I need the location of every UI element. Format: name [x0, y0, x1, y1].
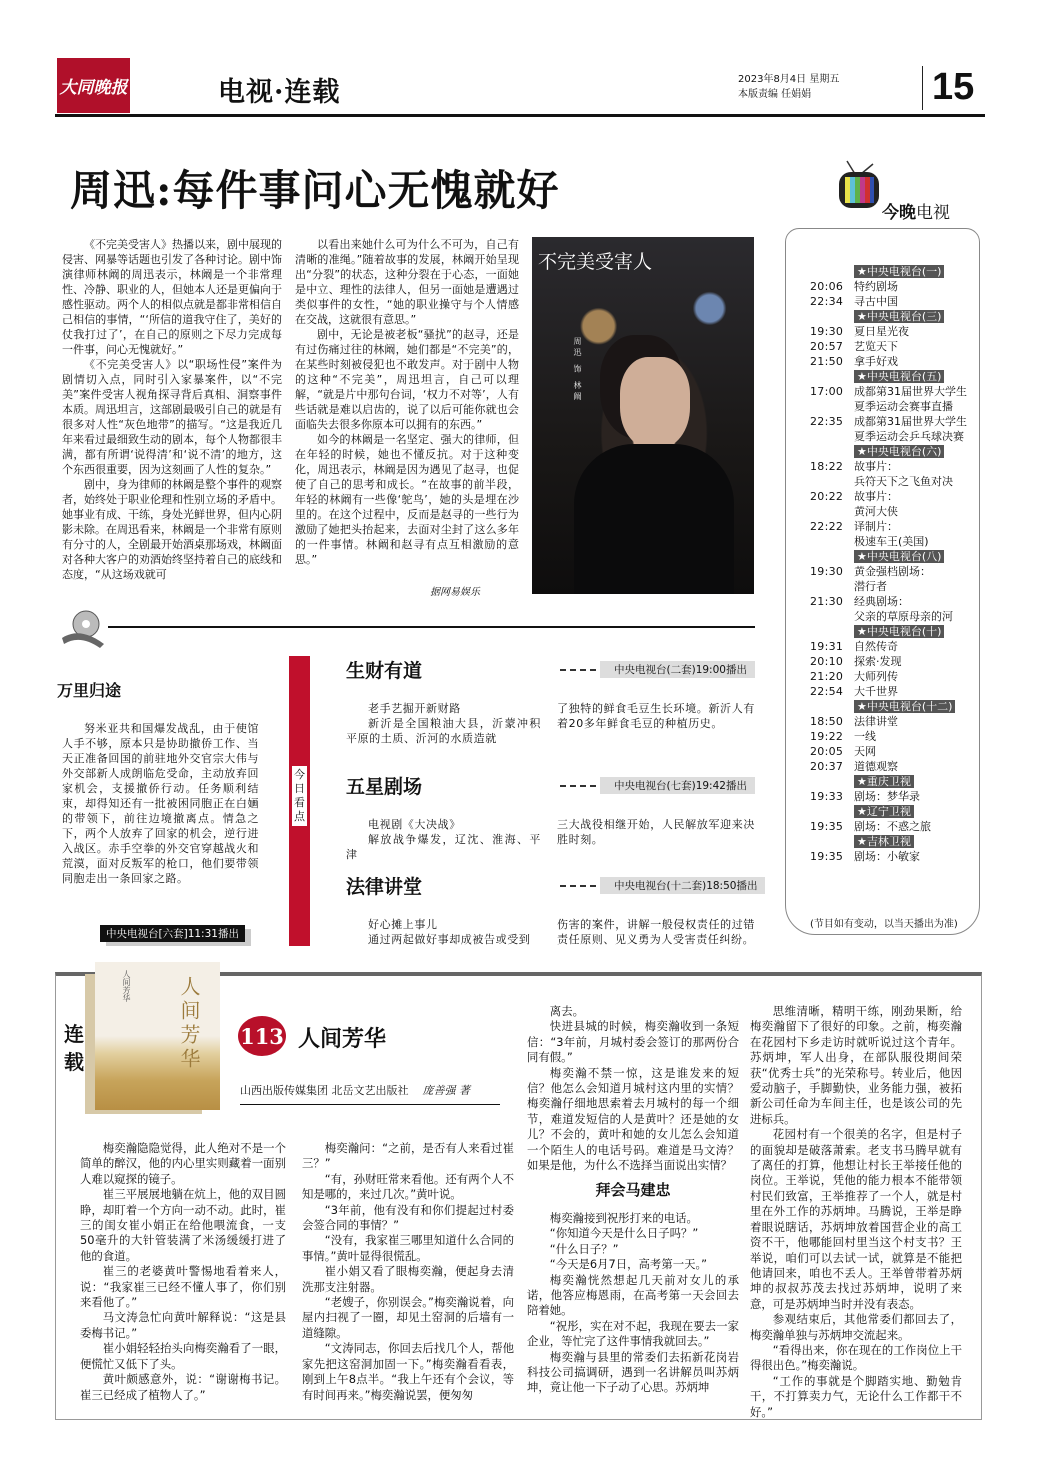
paragraph: “祝彤，实在对不起，我现在要去一家企业，等忙完了这件事情我就回去。” — [527, 1318, 739, 1349]
page-number: 15 — [932, 66, 975, 108]
dash-decoration — [560, 785, 596, 787]
program-title: 剧场：梦华录 — [854, 790, 920, 803]
program-row — [810, 414, 975, 444]
program-row — [810, 594, 975, 624]
channel-header: ★中央电视台(五) — [854, 370, 944, 383]
actress-body — [574, 444, 734, 594]
airtime-strip — [560, 777, 755, 794]
drama-poster-photo — [532, 237, 754, 594]
channel-header: ★中央电视台(十二) — [854, 700, 955, 713]
serial-column-3 — [527, 1004, 739, 1396]
paragraph: 花园村有一个很美的名字，但是村子的面貌却是破落萧索。老支书马腾早就有了离任的打算，他想让村长王举接任他的岗位。王举说，凭他的能力根本不能带领村民们致富，王举推荐了一个人，就是村里在外工作的苏炳坤。马腾说，王举是睁着眼说瞎话，苏炳坤放着国营企业的高工资不干，他哪能回村里当这个村支书？王举说，咱们可以去试一试，就算是不能把他请回来，咱也不丢人。王举曾带着苏炳坤的叔叔苏茂去找过苏炳坤，说明了来意，可是苏炳坤当时并没有表态。 — [750, 1127, 962, 1311]
publisher-line — [240, 1082, 500, 1105]
paragraph: 参观结束后，其他常委们都回去了，梅奕瀚单独与苏炳坤交流起来。 — [750, 1312, 962, 1342]
program-time: 22:22 — [810, 520, 844, 533]
program-row — [810, 564, 975, 594]
program-desc: 解放战争爆发，辽沈、淮海、平津 — [346, 833, 541, 861]
tonight-title-rest: 电视 — [916, 203, 950, 223]
program-title: 自然传奇 — [854, 640, 898, 653]
today-highlights-bar — [289, 656, 310, 946]
listing-note: (节目如有变动，以当天播出为准) — [810, 919, 958, 930]
program-time: 19:30 — [810, 565, 844, 578]
program-subtitle: 好心摊上事儿 — [368, 918, 438, 931]
airtime: 中央电视台(二套)19:00播出 — [600, 661, 755, 678]
movie-airtime-badge: 中央电视台[六套]11:31播出 — [100, 925, 245, 942]
channel-header: ★辽宁卫视 — [854, 805, 914, 818]
paragraph: “今天是6月7日，高考第一天。” — [549, 1257, 708, 1272]
paragraph: 梅奕瀚接到祝彤打来的电话。 — [549, 1210, 698, 1225]
section-divider — [108, 626, 755, 628]
program-time: 21:30 — [810, 595, 844, 608]
paragraph: “有，孙财旺常来看他。还有两个人不知是哪的，来过几次。”黄叶说。 — [302, 1171, 514, 1202]
date: 2023年8月4日 星期五 — [738, 74, 840, 85]
dateline — [738, 72, 839, 102]
program-time: 17:00 — [810, 385, 844, 398]
program-time: 21:20 — [810, 670, 844, 683]
airtime-strip — [560, 661, 755, 678]
program-row — [810, 459, 975, 489]
program-time: 20:06 — [810, 280, 844, 293]
program-row — [810, 669, 975, 684]
program-row — [810, 744, 975, 759]
author: 庞善强 著 — [422, 1084, 470, 1097]
program-row — [810, 849, 975, 864]
paragraph: 梅奕瀚不禁一惊，这是谁发来的短信？他怎么会知道月城村这内里的实情？梅奕瀚仔细地思索着去月城村的每一个细节，难道发短信的人是黄叶？还是她的女儿？不会的，黄叶和她的女儿怎么会知道一个陌生人的电话号码。难道是马文涛？如果是他，为什么不选择当面说出实情？ — [527, 1065, 739, 1173]
program-title: 生财有道 — [346, 660, 423, 682]
program-title: 特约剧场 — [854, 280, 898, 293]
program-row — [810, 279, 975, 294]
publisher: 山西出版传媒集团 北岳文艺出版社 — [240, 1084, 409, 1097]
paragraph: “工作的事就是个脚踏实地、勤勉肯干，不打算卖力气，无论什么工作都干不好。” — [750, 1373, 962, 1419]
program-title: 夏日星光夜 — [854, 325, 909, 338]
channel-header: ★中央电视台(六) — [854, 445, 944, 458]
program-time: 19:35 — [810, 850, 844, 863]
program-title: 成都第31届世界大学生夏季运动会乒乓球决赛 — [854, 415, 967, 443]
program-row — [810, 819, 975, 834]
paragraph: 剧中，无论是被老板“骚扰”的赵寻，还是有过伤痛过往的林阚，她们都是“不完美”的，在某些时刻被侵犯也不敢发声。对于剧中人物的这种“不完美”，周迅坦言，自己可以理解，“就是片中那句台词，‘权力不对等’，人有些话就是难以启齿的，说了以后可能你就也会面临失去很多你原本可以拥有的东西。” — [295, 328, 519, 431]
program-title: 黄金强档剧场： 潜行者 — [854, 565, 931, 593]
program-row — [810, 714, 975, 729]
program-desc-left — [346, 817, 541, 862]
program-desc: 新沂是全国粮油大县，沂蒙冲积平原的土质、沂河的水质造就 — [346, 717, 541, 745]
program-time: 19:22 — [810, 730, 844, 743]
paragraph: “你知道今天是什么日子吗？” — [549, 1226, 699, 1241]
program-row — [810, 654, 975, 669]
program-time: 22:34 — [810, 295, 844, 308]
program-row — [810, 789, 975, 804]
paragraph: 离去。 — [549, 1004, 584, 1018]
paragraph: 以看出来她什么可为什么不可为，自己有清晰的准绳。”随着故事的发展，林阚开始呈现出“分裂”的状态，这种分裂在于心态，一面她是中立、理性的法律人，但另一面她是遭遇过类似事件的女性，“她的职业操守与个人情感在交战，这就很有意思。” — [295, 238, 519, 326]
program-time: 19:35 — [810, 820, 844, 833]
paragraph: 崔三平展展地躺在炕上，他的双目圆睁，却盯着一个方向一动不动。此时，崔三的闺女崔小娟正在给他喂流食，一支50毫升的大针管装满了米汤缓缓打进了他的食道。 — [80, 1187, 286, 1263]
program-time: 20:37 — [810, 760, 844, 773]
program-desc-right: 了独特的鲜食毛豆生长环境。新沂人有着20多年鲜食毛豆的种植历史。 — [557, 702, 755, 730]
program-title: 艺览天下 — [854, 340, 898, 353]
serial-title: 人间芳华 — [298, 1026, 387, 1052]
poster-caption: 周迅 饰 林阚 — [573, 337, 582, 404]
paragraph: 剧中，身为律师的林阚是整个事件的观察者，始终处于职业伦理和性别立场的矛盾中。她事业有成、干练，身处光鲜世界，但内心阴影未除。在周迅看来，林阚是一个非常有原则有分寸的人，全剧最开始酒桌那场戏，林阚面对各种大客户的劝酒始终坚持着自己的底线和态度，“从这场戏就可 — [62, 478, 282, 581]
program-title: 探索·发现 — [854, 655, 902, 668]
paragraph: 《不完美受害人》热播以来，剧中展现的侵害、网暴等话题也引发了各种讨论。剧中饰演律师林阚的周迅表示，林阚是一个非常理性、冷静、职业的人，但她本人还是更偏向于感性驱动。两个人的相似点就是都非常相信自己相信的事情，“‘所信的道我守住了，美好的仗我打过了’，在自己的原则之下尽力完成每一件事，问心无愧就好。” — [62, 238, 282, 356]
program-time: 20:10 — [810, 655, 844, 668]
actress-face — [620, 357, 690, 449]
paragraph: 梅奕瀚隐隐觉得，此人绝对不是一个简单的醉汉，他的内心里实则藏着一面别人难以窥探的镜子。 — [80, 1141, 286, 1186]
program-desc-right: 伤害的案件，讲解一般侵权责任的过错责任原则、见义勇为人受害责任纠纷。 — [557, 918, 755, 946]
program-title: 寻古中国 — [854, 295, 898, 308]
program-row — [810, 729, 975, 744]
program-time: 18:50 — [810, 715, 844, 728]
serial-column-1 — [80, 1141, 286, 1403]
tonight-title-bold: 今晚 — [882, 203, 916, 223]
film-reel-icon — [60, 608, 106, 648]
movie-synopsis-text: 努米亚共和国爆发战乱，由于使馆人手不够，原本只是协助撤侨工作、当天正准备回国的前驻地外交官宗大伟与外交部新人成朗临危受命，主动放弃回家机会，支援撤侨行动。任务顺利结束，却得知还有一批被困同胞正在白婳的带领下，前往边境撤离点。情急之下，两个人放弃了回家的机会，逆行进入战区。赤手空拳的外交官穿越战火和荒漠，面对反叛军的枪口，他们要带领同胞走出一条回家之路。 — [62, 722, 259, 885]
channel-header: ★中央电视台(三) — [854, 310, 944, 323]
book-spine-title: 人间芳华 — [122, 970, 131, 1002]
program-row — [810, 339, 975, 354]
program-time: 19:33 — [810, 790, 844, 803]
program-time: 20:57 — [810, 340, 844, 353]
program-desc-left — [346, 917, 541, 947]
program-time: 20:05 — [810, 745, 844, 758]
program-time: 18:22 — [810, 460, 844, 473]
serial-column-4 — [750, 1004, 962, 1420]
dash-decoration — [560, 885, 596, 887]
program-time: 19:30 — [810, 325, 844, 338]
program-row — [810, 759, 975, 774]
program-row — [810, 519, 975, 549]
channel-header: ★吉林卫视 — [854, 835, 914, 848]
article-source: 据网易娱乐 — [430, 587, 480, 598]
poster-title: 不完美受害人 — [538, 251, 653, 273]
paragraph: 马文涛急忙向黄叶解释说：“这是县委梅书记。” — [80, 1310, 286, 1340]
today-highlights-label: 今日看点 — [292, 766, 307, 826]
program-time: 20:22 — [810, 490, 844, 503]
program-time: 21:50 — [810, 355, 844, 368]
book-cover-title: 人间芳华 — [177, 976, 201, 1072]
serial-label: 连载 — [64, 1022, 84, 1074]
program-title: 剧场：不惑之旅 — [854, 820, 931, 833]
paragraph: 黄叶颇感意外，说：“谢谢梅书记。崔三已经成了植物人了。” — [80, 1372, 286, 1402]
book-cover-image — [95, 962, 220, 1110]
paragraph: “看得出来，你在现在的工作岗位上干得很出色。”梅奕瀚说。 — [750, 1342, 962, 1373]
program-title: 拿手好戏 — [854, 355, 898, 368]
channel-header: ★重庆卫视 — [854, 775, 914, 788]
program-title: 道德观察 — [854, 760, 898, 773]
paragraph: 快进县城的时候，梅奕瀚收到一条短信：“3年前，月城村委会签订的那两份合同有假。” — [527, 1019, 739, 1065]
program-subtitle: 老手艺掘开新财路 — [368, 702, 461, 715]
channel-header: ★中央电视台(十) — [854, 625, 944, 638]
program-title: 大师列传 — [854, 670, 898, 683]
movie-synopsis — [62, 721, 259, 886]
tv-icon — [835, 160, 883, 212]
program-time: 19:31 — [810, 640, 844, 653]
paragraph: 思维清晰，精明干练，刚劲果断，给梅奕瀚留下了很好的印象。之前，梅奕瀚在花园村下乡走访时就听说过这个青年。苏炳坤，军人出身，在部队服役期间荣获“优秀士兵”的光荣称号。转业后，他因爱动脑子，手脚勤快，业务能力强，被拓新公司任命为车间主任，也是该公司的先进标兵。 — [750, 1004, 962, 1126]
program-title: 五星剧场 — [346, 776, 423, 798]
program-row — [810, 639, 975, 654]
program-title: 法律讲堂 — [346, 876, 423, 898]
paragraph: 崔小娟又看了眼梅奕瀚，便起身去清洗那支注射器。 — [302, 1264, 514, 1294]
serial-column-3-bottom — [527, 1211, 739, 1396]
feature-headline: 周迅:每件事问心无愧就好 — [70, 166, 560, 215]
program-title: 经典剧场： 父亲的草原母亲的河 — [854, 595, 953, 623]
paragraph: 梅奕瀚问：“之前，是否有人来看过崔三？” — [302, 1141, 514, 1171]
paragraph: “文涛同志，你回去后找几个人，帮他家先把这窑洞加固一下。”梅奕瀚看看表，刚到上午8点半。“我上午还有个会议，等有时间再来。”梅奕瀚说罢，便匆匆 — [302, 1341, 514, 1402]
channel-header: ★中央电视台(一) — [854, 265, 944, 278]
program-title: 天网 — [854, 745, 876, 758]
paragraph: 梅奕瀚恍然想起几天前对女儿的承诺，他答应梅恩雨，在高考第一天会回去陪着她。 — [527, 1272, 739, 1318]
airtime-strip — [560, 877, 765, 894]
program-title: 故事片： 兵符天下之飞鱼对决 — [854, 460, 953, 488]
episode-number-badge: 113 — [238, 1016, 286, 1056]
feature-column-1 — [62, 237, 282, 582]
program-desc-left — [346, 701, 541, 746]
newspaper-logo: 大同晚报 — [57, 58, 130, 113]
paragraph: 如今的林阚是一名坚定、强大的律师，但在年轻的时候，她也不懂反抗。对于这种变化，周迅表示，林阚是因为遇见了赵寻，也促使了自己的思考和成长。“在故事的前半段，年轻的林阚有一些像‘鸵鸟’，她的头是埋在沙里的。在这个过程中，反而是赵寻的一些行为激励了她把头抬起来，去面对尘封了这么多年的一件事情。林阚和赵寻有点互相激励的意思。” — [295, 433, 519, 566]
program-title: 译制片： 极速车王(美国) — [854, 520, 929, 548]
airtime: 中央电视台(十二套)18:50播出 — [600, 877, 765, 894]
paragraph: “老嫂子，你别误会。”梅奕瀚说着，向屋内扫视了一圈，却见土窑洞的后墙有一道缝隙。 — [302, 1295, 514, 1340]
dash-decoration — [560, 669, 596, 671]
paragraph: 崔三的老婆黄叶警惕地看着来人，说：“我家崔三已经不懂人事了，你们别来看他了。” — [80, 1264, 286, 1310]
serial-column-2 — [302, 1141, 514, 1403]
program-time: 22:35 — [810, 415, 844, 428]
paragraph: 梅奕瀚与县里的常委们去拓新花岗岩科技公司搞调研，遇到一名讲解员叫苏炳坤，竟让他一下子动了心思。苏炳坤 — [527, 1349, 739, 1395]
program-title: 故事片： 黄河大侠 — [854, 490, 898, 518]
paragraph: “3年前，他有没有和你们提起过村委会签合同的事情？” — [302, 1202, 514, 1233]
program-row — [810, 684, 975, 699]
program-title: 一线 — [854, 730, 876, 743]
serial-column-3-top — [527, 1004, 739, 1173]
program-row — [810, 294, 975, 309]
feature-column-2 — [295, 237, 519, 567]
program-time: 22:54 — [810, 685, 844, 698]
program-desc-right: 三大战役相继开始，人民解放军迎来决胜时刻。 — [557, 818, 755, 846]
program-row — [810, 384, 975, 414]
header-rule — [55, 114, 985, 117]
paragraph: “什么日子？” — [549, 1241, 619, 1256]
program-subtitle: 电视剧《大决战》 — [368, 818, 461, 831]
section-title: 电视·连载 — [218, 77, 341, 108]
airtime: 中央电视台(七套)19:42播出 — [600, 777, 755, 794]
program-title: 法律讲堂 — [854, 715, 898, 728]
program-title: 剧场：小敏家 — [854, 850, 920, 863]
serial-subheading: 拜会马建忠 — [595, 1181, 671, 1200]
program-row — [810, 324, 975, 339]
channel-header: ★中央电视台(八) — [854, 550, 944, 563]
program-desc: 通过两起做好事却成被告或受到 — [368, 933, 531, 946]
tonight-tv-title — [882, 198, 950, 223]
program-title: 成都第31届世界大学生夏季运动会赛事直播 — [854, 385, 967, 413]
paragraph: “没有，我家崔三哪里知道什么合同的事情。”黄叶显得很慌乱。 — [302, 1233, 514, 1263]
program-title: 大千世界 — [854, 685, 898, 698]
paragraph: 崔小娟轻轻抬头向梅奕瀚看了一眼，便慌忙又低下了头。 — [80, 1341, 286, 1371]
paragraph: 《不完美受害人》以“职场性侵”案件为剧情切入点，同时引入家暴案件，以“不完美”案件受害人视角探寻背后真相、洞察事件本质。周迅坦言，这部剧最吸引自己的就是有很多对人性“灰色地带”的描写。“这是我近几年来看过最细致生动的剧本，每个人物都很丰满，都有所谓‘说得清’和‘说不清’的地方，这个东西很重要，因为这刻画了人性的复杂。” — [62, 358, 282, 476]
divider — [922, 66, 923, 110]
tv-listing — [810, 264, 975, 864]
movie-title: 万里归途 — [57, 681, 122, 700]
editor: 本版责编 任娟娟 — [738, 89, 812, 100]
program-row — [810, 354, 975, 369]
program-row — [810, 489, 975, 519]
